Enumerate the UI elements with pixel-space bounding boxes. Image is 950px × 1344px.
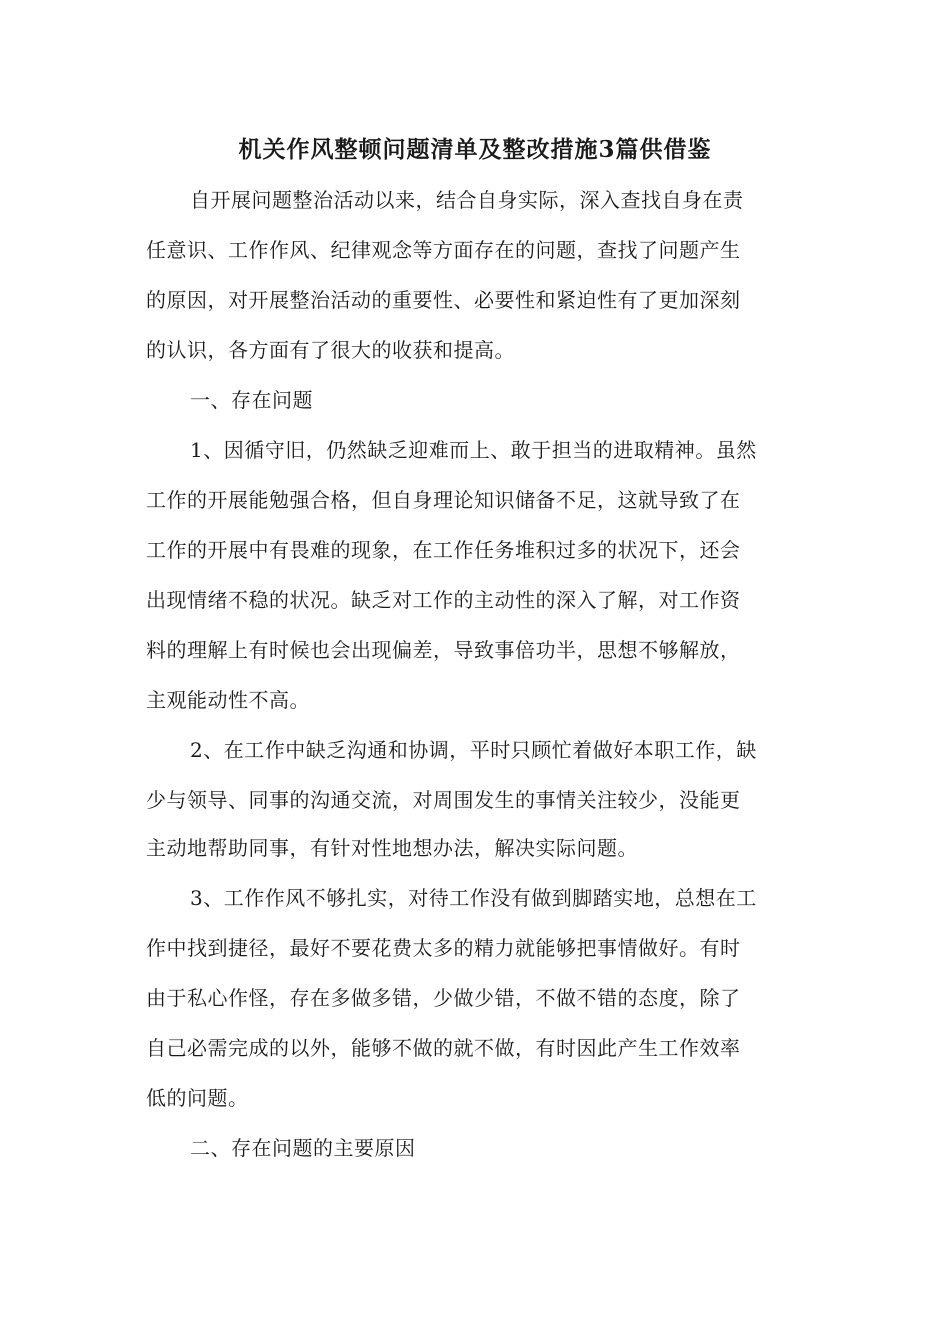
paragraph-line: 2、在工作中缺乏沟通和协调，平时只顾忙着做好本职工作，缺 <box>190 738 757 762</box>
paragraph-line: 工作的开展中有畏难的现象，在工作任务堆积过多的状况下，还会 <box>146 538 741 562</box>
paragraph-line: 自己必需完成的以外，能够不做的就不做，有时因此产生工作效率 <box>146 1036 741 1060</box>
section-heading: 二、存在问题的主要原因 <box>190 1136 416 1160</box>
paragraph-line: 的原因，对开展整治活动的重要性、必要性和紧迫性有了更加深刻 <box>146 288 741 312</box>
paragraph-line: 主观能动性不高。 <box>146 688 310 712</box>
paragraph-line: 料的理解上有时候也会出现偏差，导致事倍功半，思想不够解放， <box>146 638 741 662</box>
paragraph-line: 的认识，各方面有了很大的收获和提高。 <box>146 338 515 362</box>
document-title: 机关作风整顿问题清单及整改措施3篇供借鉴 <box>238 136 712 163</box>
paragraph-line: 3、工作作风不够扎实，对待工作没有做到脚踏实地，总想在工 <box>190 886 757 910</box>
paragraph-line: 任意识、工作作风、纪律观念等方面存在的问题，查找了问题产生 <box>146 238 741 262</box>
section-heading: 一、存在问题 <box>190 388 313 412</box>
paragraph-line: 主动地帮助同事，有针对性地想办法，解决实际问题。 <box>146 836 638 860</box>
paragraph-line: 作中找到捷径，最好不要花费太多的精力就能够把事情做好。有时 <box>146 936 741 960</box>
paragraph-line: 自开展问题整治活动以来，结合自身实际，深入查找自身在责 <box>190 188 744 212</box>
paragraph-line: 1、因循守旧，仍然缺乏迎难而上、敢于担当的进取精神。虽然 <box>190 438 757 462</box>
paragraph-line: 工作的开展能勉强合格，但自身理论知识储备不足，这就导致了在 <box>146 488 741 512</box>
paragraph-line: 由于私心作怪，存在多做多错，少做少错，不做不错的态度，除了 <box>146 986 741 1010</box>
paragraph-line: 少与领导、同事的沟通交流，对周围发生的事情关注较少，没能更 <box>146 788 741 812</box>
paragraph-line: 出现情绪不稳的状况。缺乏对工作的主动性的深入了解，对工作资 <box>146 588 741 612</box>
paragraph-line: 低的问题。 <box>146 1086 249 1110</box>
